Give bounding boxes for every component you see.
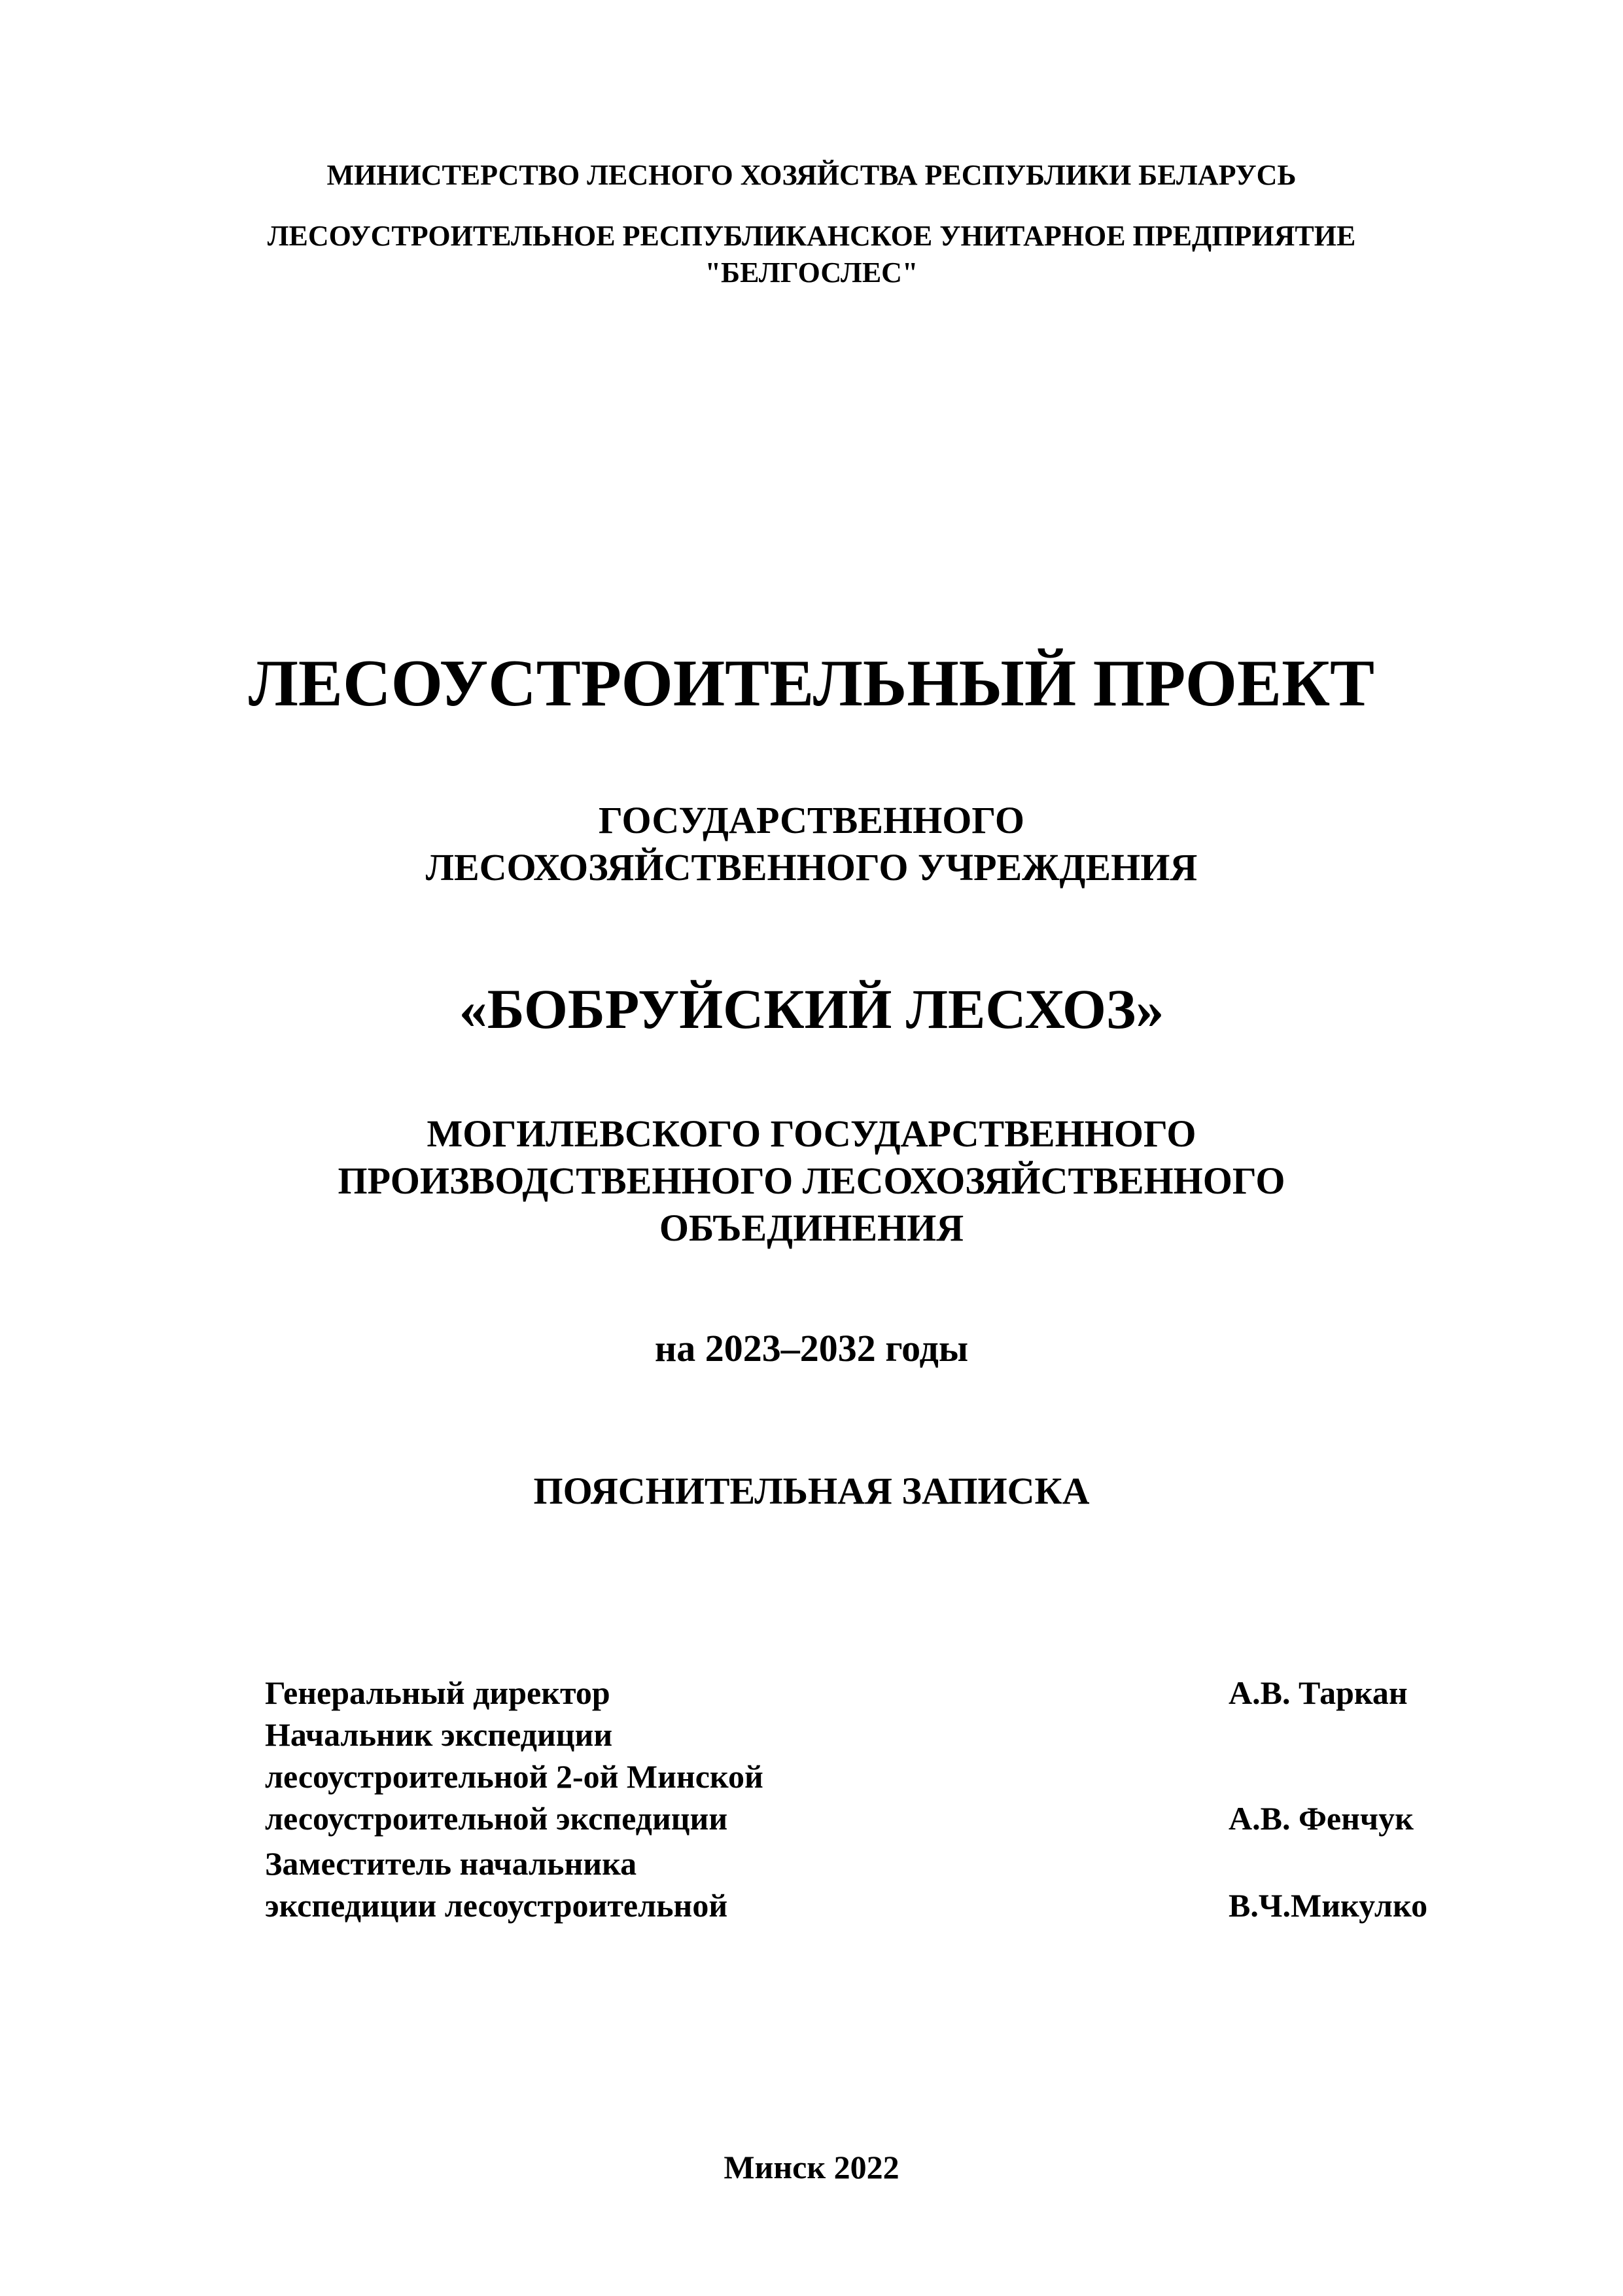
enterprise-line-2: "БЕЛГОСЛЕС" [705,256,918,289]
signatory-2-position-line-3: лесоустроительной экспедиции [265,1800,728,1837]
signatory-2-position [265,1714,763,1839]
association-line-2: ПРОИЗВОДСТВЕННОГО ЛЕСОХОЗЯЙСТВЕННОГО [338,1159,1285,1202]
association-line-1: МОГИЛЕВСКОГО ГОСУДАРСТВЕННОГО [427,1112,1196,1155]
association-heading [0,1110,1623,1252]
enterprise-heading [0,218,1623,291]
association-line-3: ОБЪЕДИНЕНИЯ [659,1207,964,1249]
signatory-3-name: В.Ч.Микулко [1229,1887,1428,1924]
main-title [0,645,1623,723]
institution-heading [0,797,1623,891]
ministry-heading [0,157,1623,194]
enterprise-line-1: ЛЕСОУСТРОИТЕЛЬНОЕ РЕСПУБЛИКАНСКОЕ УНИТАРНОЕ ПРЕДПРИЯТИЕ [267,220,1356,252]
leskhoz-name [0,975,1623,1043]
signatory-1-position-line-1: Генеральный директор [265,1674,610,1711]
signatory-3-position [265,1843,727,1926]
project-period-text: на 2023–2032 годы [654,1327,969,1369]
city-year-footer [0,2146,1623,2188]
institution-line-2: ЛЕСОХОЗЯЙСТВЕННОГО УЧРЕЖДЕНИЯ [425,846,1198,889]
document-type-heading [0,1468,1623,1515]
leskhoz-name-text: «БОБРУЙСКИЙ ЛЕСХОЗ» [459,978,1164,1040]
institution-line-1: ГОСУДАРСТВЕННОГО [599,799,1024,841]
signatory-1-position [265,1672,610,1714]
signatory-2-position-line-1: Начальник экспедиции [265,1716,613,1753]
signatory-1-name: А.В. Таркан [1229,1674,1408,1711]
project-period [0,1325,1623,1372]
city-year-text: Минск 2022 [724,2149,899,2185]
signatory-2-position-line-2: лесоустроительной 2-ой Минской [265,1758,763,1795]
signatory-2-name: А.В. Фенчук [1229,1800,1414,1837]
main-title-text: ЛЕСОУСТРОИТЕЛЬНЫЙ ПРОЕКТ [248,646,1375,720]
signatory-3-position-line-1: Заместитель начальника [265,1845,637,1882]
ministry-text: МИНИСТЕРСТВО ЛЕСНОГО ХОЗЯЙСТВА РЕСПУБЛИКИ БЕЛАРУСЬ [326,159,1297,191]
document-type-text: ПОЯСНИТЕЛЬНАЯ ЗАПИСКА [533,1470,1090,1512]
signatory-3-position-line-2: экспедиции лесоустроительной [265,1887,728,1924]
